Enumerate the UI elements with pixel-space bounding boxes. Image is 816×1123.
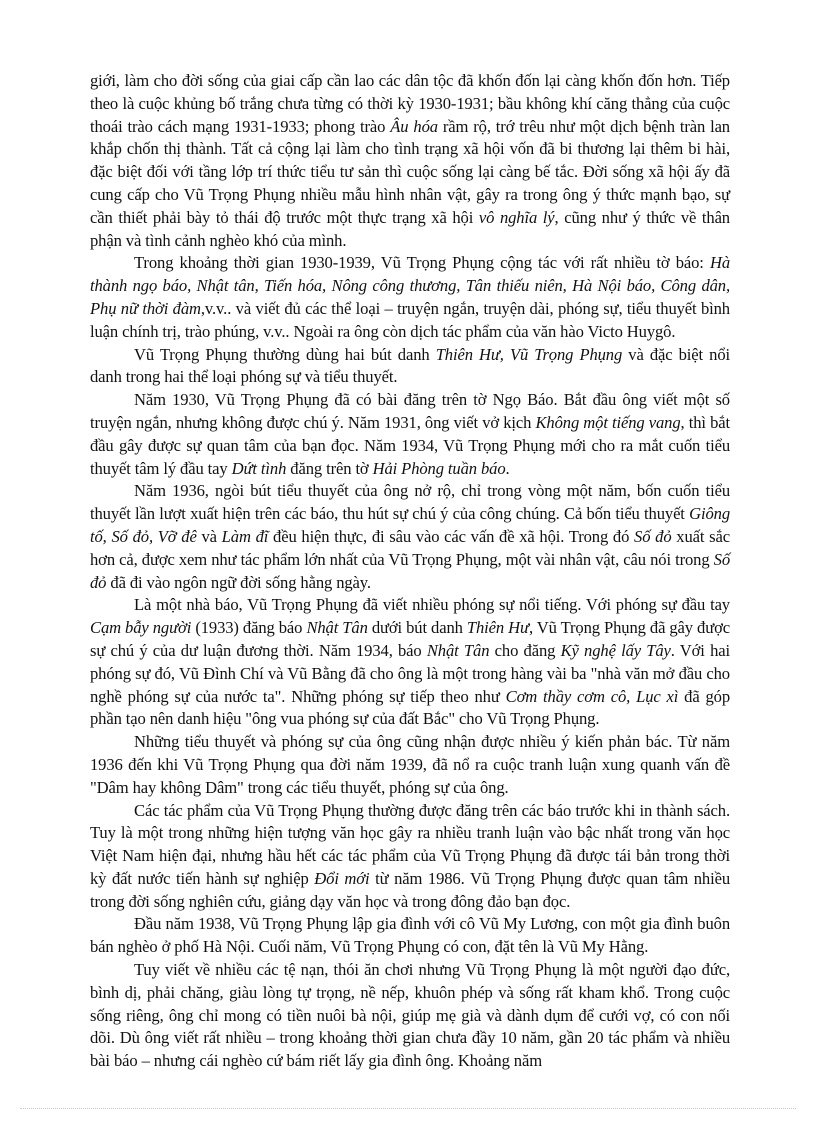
paragraph-7: Những tiểu thuyết và phóng sự của ông cũng nhận được nhiều ý kiến phản bác. Từ năm 1936 đến khi Vũ Trọng Phụng qua đời năm 1939, đã nổ ra cuộc tranh luận xung quanh vấn đề "Dâm hay không Dâm" trong các tiểu thuyết, phóng sự của ông. (90, 732, 730, 797)
paragraph-2: Trong khoảng thời gian 1930-1939, Vũ Trọng Phụng cộng tác với rất nhiều tờ báo: Hà thành ngọ báo, Nhật tân, Tiến hóa, Nông công thương, Tân thiếu niên, Hà Nội báo, Công dân, Phụ nữ thời đàm,v.v.. và viết đủ các thể loại – truyện ngắn, truyện dài, phóng sự, tiểu thuyết bình luận chính trị, trào phúng, v.v.. Ngoài ra ông còn dịch tác phẩm của văn hào Victo Huygô. (90, 253, 730, 341)
paragraph-3: Vũ Trọng Phụng thường dùng hai bút danh Thiên Hư, Vũ Trọng Phụng và đặc biệt nổi danh trong hai thể loại phóng sự và tiểu thuyết. (90, 344, 730, 387)
paragraph-1: giới, làm cho đời sống của giai cấp cần lao các dân tộc đã khốn đốn lại càng khốn đốn hơn. Tiếp theo là cuộc khủng bố trắng chưa từng có thời kỳ 1930-1931; bầu không khí căng thẳng của cuộc thoái trào cách mạng 1931-1933; phong trào Âu hóa rầm rộ, trớ trêu như một dịch bệnh tràn lan khắp chốn thị thành. Tất cả cộng lại làm cho tình trạng xã hội vốn đã bi thương lại thêm bi hài, đặc biệt đối với tầng lớp trí thức tiểu tư sản thì cuộc sống lại càng bế tắc. Đời sống xã hội ấy đã cung cấp cho Vũ Trọng Phụng nhiều mẫu hình nhân vật, gây ra trong ông ý thức mạnh bạo, sự cần thiết phải bày tỏ thái độ trước một thực trạng xã hội vô nghĩa lý, cũng như ý thức về thân phận và tình cảnh nghèo khó của mình. (90, 71, 730, 250)
page-bottom-divider (20, 1108, 796, 1109)
paragraph-4: Năm 1930, Vũ Trọng Phụng đã có bài đăng trên tờ Ngọ Báo. Bắt đầu ông viết một số truyện ngắn, nhưng không được chú ý. Năm 1931, ông viết vở kịch Không một tiếng vang, thì bắt đầu gây được sự quan tâm của bạn đọc. Năm 1934, Vũ Trọng Phụng mới cho ra mắt cuốn tiểu thuyết tâm lý đầu tay Dứt tình đăng trên tờ Hải Phòng tuần báo. (90, 390, 730, 478)
paragraph-8: Các tác phẩm của Vũ Trọng Phụng thường được đăng trên các báo trước khi in thành sách. Tuy là một trong những hiện tượng văn học gây ra nhiều tranh luận vào bậc nhất trong văn học Việt Nam hiện đại, nhưng hầu hết các tác phẩm của Vũ Trọng Phụng đã được tái bản trong thời kỳ đất nước tiến hành sự nghiệp Đổi mới từ năm 1986. Vũ Trọng Phụng được quan tâm nhiều trong đời sống nghiên cứu, giảng dạy văn học và trong đông đảo bạn đọc. (90, 800, 731, 911)
paragraph-6: Là một nhà báo, Vũ Trọng Phụng đã viết nhiều phóng sự nổi tiếng. Với phóng sự đầu tay Cạm bẫy người (1933) đăng báo Nhật Tân dưới bút danh Thiên Hư, Vũ Trọng Phụng đã gây được sự chú ý của dư luận đương thời. Năm 1934, báo Nhật Tân cho đăng Kỹ nghệ lấy Tây. Với hai phóng sự đó, Vũ Đình Chí và Vũ Bằng đã cho ông là một trong hàng vài ba "nhà văn mở đầu cho nghề phóng sự của nước ta". Những phóng sự tiếp theo như Cơm thầy cơm cô, Lục xì đã góp phần tạo nên danh hiệu "ông vua phóng sự của đất Bắc" cho Vũ Trọng Phụng. (90, 595, 731, 729)
paragraph-9: Đầu năm 1938, Vũ Trọng Phụng lập gia đình với cô Vũ My Lương, con một gia đình buôn bán nghèo ở phố Hà Nội. Cuối năm, Vũ Trọng Phụng có con, đặt tên là Vũ My Hằng. (90, 914, 730, 957)
paragraph-5: Năm 1936, ngòi bút tiểu thuyết của ông nở rộ, chỉ trong vòng một năm, bốn cuốn tiểu thuyết lần lượt xuất hiện trên các báo, thu hút sự chú ý của công chúng. Cả bốn tiểu thuyết Giông tố, Số đỏ, Vỡ đê và Làm đĩ đều hiện thực, đi sâu vào các vấn đề xã hội. Trong đó Số đỏ xuất sắc hơn cả, được xem như tác phẩm lớn nhất của Vũ Trọng Phụng, một vài nhân vật, câu nói trong Số đỏ đã đi vào ngôn ngữ đời sống hằng ngày. (90, 481, 730, 592)
paragraph-10: Tuy viết về nhiều các tệ nạn, thói ăn chơi nhưng Vũ Trọng Phụng là một người đạo đức, bình dị, phải chăng, giàu lòng tự trọng, nề nếp, khuôn phép và sống rất kham khổ. Trong cuộc sống riêng, ông chỉ mong có tiền nuôi bà nội, giúp mẹ già và dành dụm để cưới vợ, có con nối dõi. Dù ông viết rất nhiều – trong khoảng thời gian chưa đầy 10 năm, gần 20 tác phẩm và nhiều bài báo – nhưng cái nghèo cứ bám riết lấy gia đình ông. Khoảng năm (90, 960, 730, 1071)
document-page (90, 70, 730, 1073)
